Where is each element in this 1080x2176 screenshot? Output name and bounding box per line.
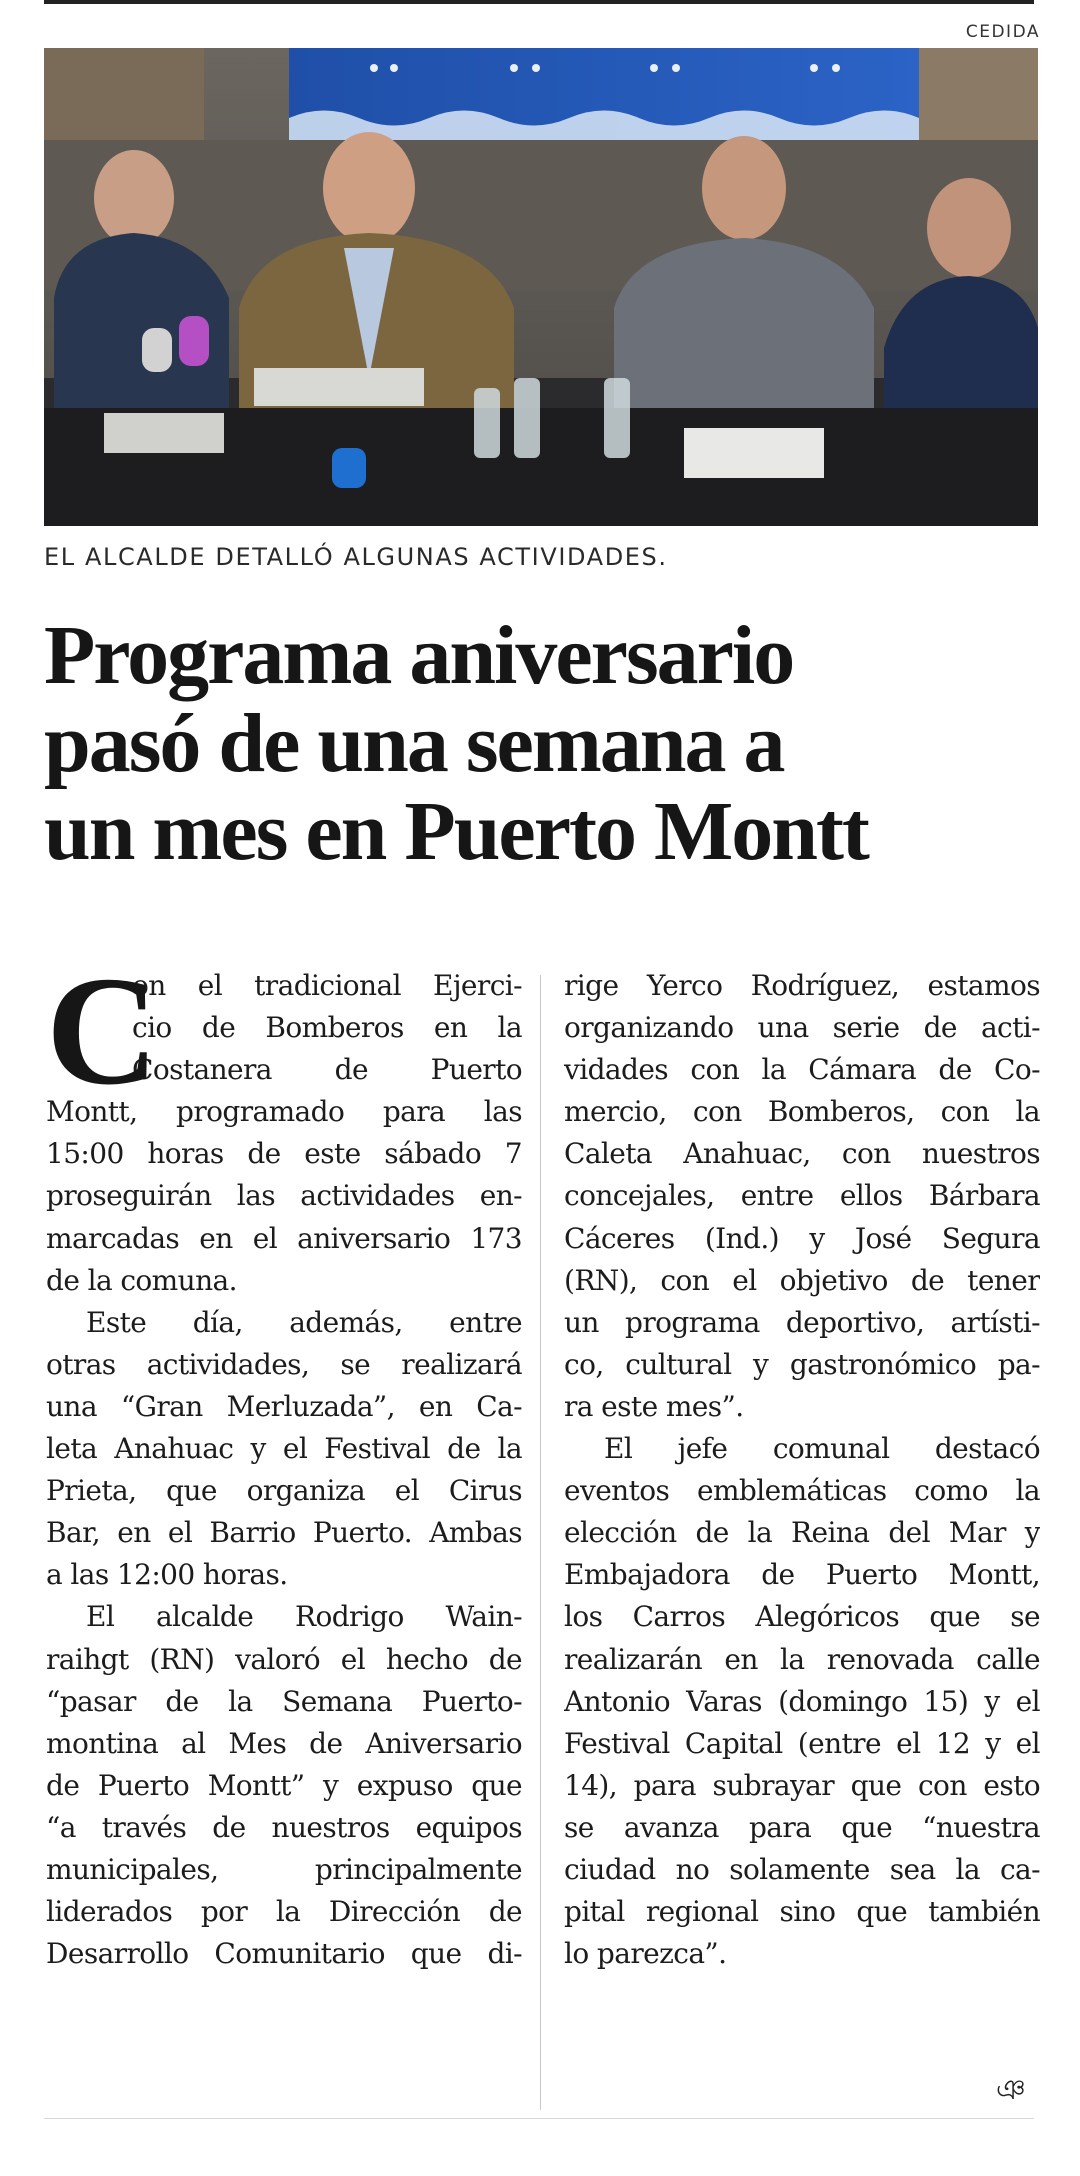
body-line: mercio, con Bomberos, con la — [564, 1095, 1040, 1129]
end-of-article-mark: ঞ — [996, 2073, 1026, 2106]
body-line: de Puerto Montt” y expuso que — [46, 1768, 522, 1802]
body-line: 15:00 horas de este sábado 7 — [46, 1137, 522, 1171]
body-line: se avanza para que “nuestra — [564, 1810, 1040, 1844]
body-line: Antonio Varas (domingo 15) y el — [564, 1684, 1040, 1718]
body-line: municipales, principalmente — [46, 1852, 522, 1886]
body-line: ra este mes”. — [564, 1389, 744, 1423]
headline-line: Programa aniversario — [44, 609, 794, 702]
body-line: otras actividades, se realizará — [46, 1347, 522, 1381]
body-line: vidades con la Cámara de Co- — [564, 1053, 1040, 1087]
body-line: “a través de nuestros equipos — [46, 1810, 522, 1844]
body-line: El jefe comunal destacó — [604, 1432, 1040, 1466]
body-line: Costanera de Puerto — [132, 1053, 522, 1087]
body-line: Festival Capital (entre el 12 y el — [564, 1726, 1040, 1760]
column-divider — [540, 975, 541, 2110]
body-line: cio de Bomberos en la — [132, 1011, 522, 1045]
body-line: lo parezca”. — [564, 1937, 727, 1971]
article-column-left — [46, 944, 522, 1975]
body-line: concejales, entre ellos Bárbara — [564, 1179, 1040, 1213]
body-line: leta Anahuac y el Festival de la — [46, 1432, 522, 1466]
body-line: Montt, programado para las — [46, 1095, 522, 1129]
photo-credit: CEDIDA — [965, 22, 1040, 42]
headline-line: un mes en Puerto Montt — [44, 785, 868, 878]
top-rule — [44, 0, 1034, 4]
body-line: co, cultural y gastronómico pa- — [564, 1347, 1040, 1381]
body-line: eventos emblemáticas como la — [564, 1474, 1040, 1508]
body-line: “pasar de la Semana Puerto- — [46, 1684, 522, 1718]
article-column-right — [564, 965, 1040, 1975]
body-line: Prieta, que organiza el Cirus — [46, 1474, 522, 1508]
body-line: rige Yerco Rodríguez, estamos — [564, 969, 1040, 1002]
body-line: on el tradicional Ejerci- — [132, 969, 522, 1002]
body-line: un programa deportivo, artísti- — [564, 1305, 1040, 1339]
body-line: ciudad no solamente sea la ca- — [564, 1852, 1040, 1886]
body-line: proseguirán las actividades en- — [46, 1179, 522, 1213]
press-conference-photo — [44, 48, 1038, 526]
body-line: liderados por la Dirección de — [46, 1895, 522, 1929]
body-line: (RN), con el objetivo de tener — [564, 1263, 1040, 1297]
body-line: Cáceres (Ind.) y José Segura — [564, 1221, 1040, 1255]
body-line: Bar, en el Barrio Puerto. Ambas — [46, 1516, 522, 1550]
body-line: una “Gran Merluzada”, en Ca- — [46, 1389, 522, 1423]
body-line: Embajadora de Puerto Montt, — [564, 1558, 1040, 1592]
photo-caption: EL ALCALDE DETALLÓ ALGUNAS ACTIVIDADES. — [44, 543, 668, 571]
bottom-rule — [44, 2118, 1034, 2119]
body-line: Este día, además, entre — [86, 1305, 522, 1339]
headline — [44, 609, 1034, 878]
drop-cap: C — [46, 944, 159, 1117]
body-line: organizando una serie de acti- — [564, 1011, 1040, 1045]
body-line: El alcalde Rodrigo Wain- — [86, 1600, 522, 1634]
body-line: de la comuna. — [46, 1263, 237, 1297]
body-line: a las 12:00 horas. — [46, 1558, 288, 1592]
body-line: realizarán en la renovada calle — [564, 1642, 1040, 1676]
body-line: los Carros Alegóricos que se — [564, 1600, 1040, 1634]
body-line: 14), para subrayar que con esto — [564, 1768, 1040, 1802]
body-line: elección de la Reina del Mar y — [564, 1516, 1040, 1550]
body-line: Desarrollo Comunitario que di- — [46, 1937, 522, 1971]
headline-line: pasó de una semana a — [44, 697, 784, 790]
body-line: marcadas en el aniversario 173 — [46, 1221, 522, 1255]
body-line: montina al Mes de Aniversario — [46, 1726, 522, 1760]
body-line: pital regional sino que también — [564, 1895, 1040, 1929]
body-line: raihgt (RN) valoró el hecho de — [46, 1642, 522, 1676]
body-line: Caleta Anahuac, con nuestros — [564, 1137, 1040, 1171]
